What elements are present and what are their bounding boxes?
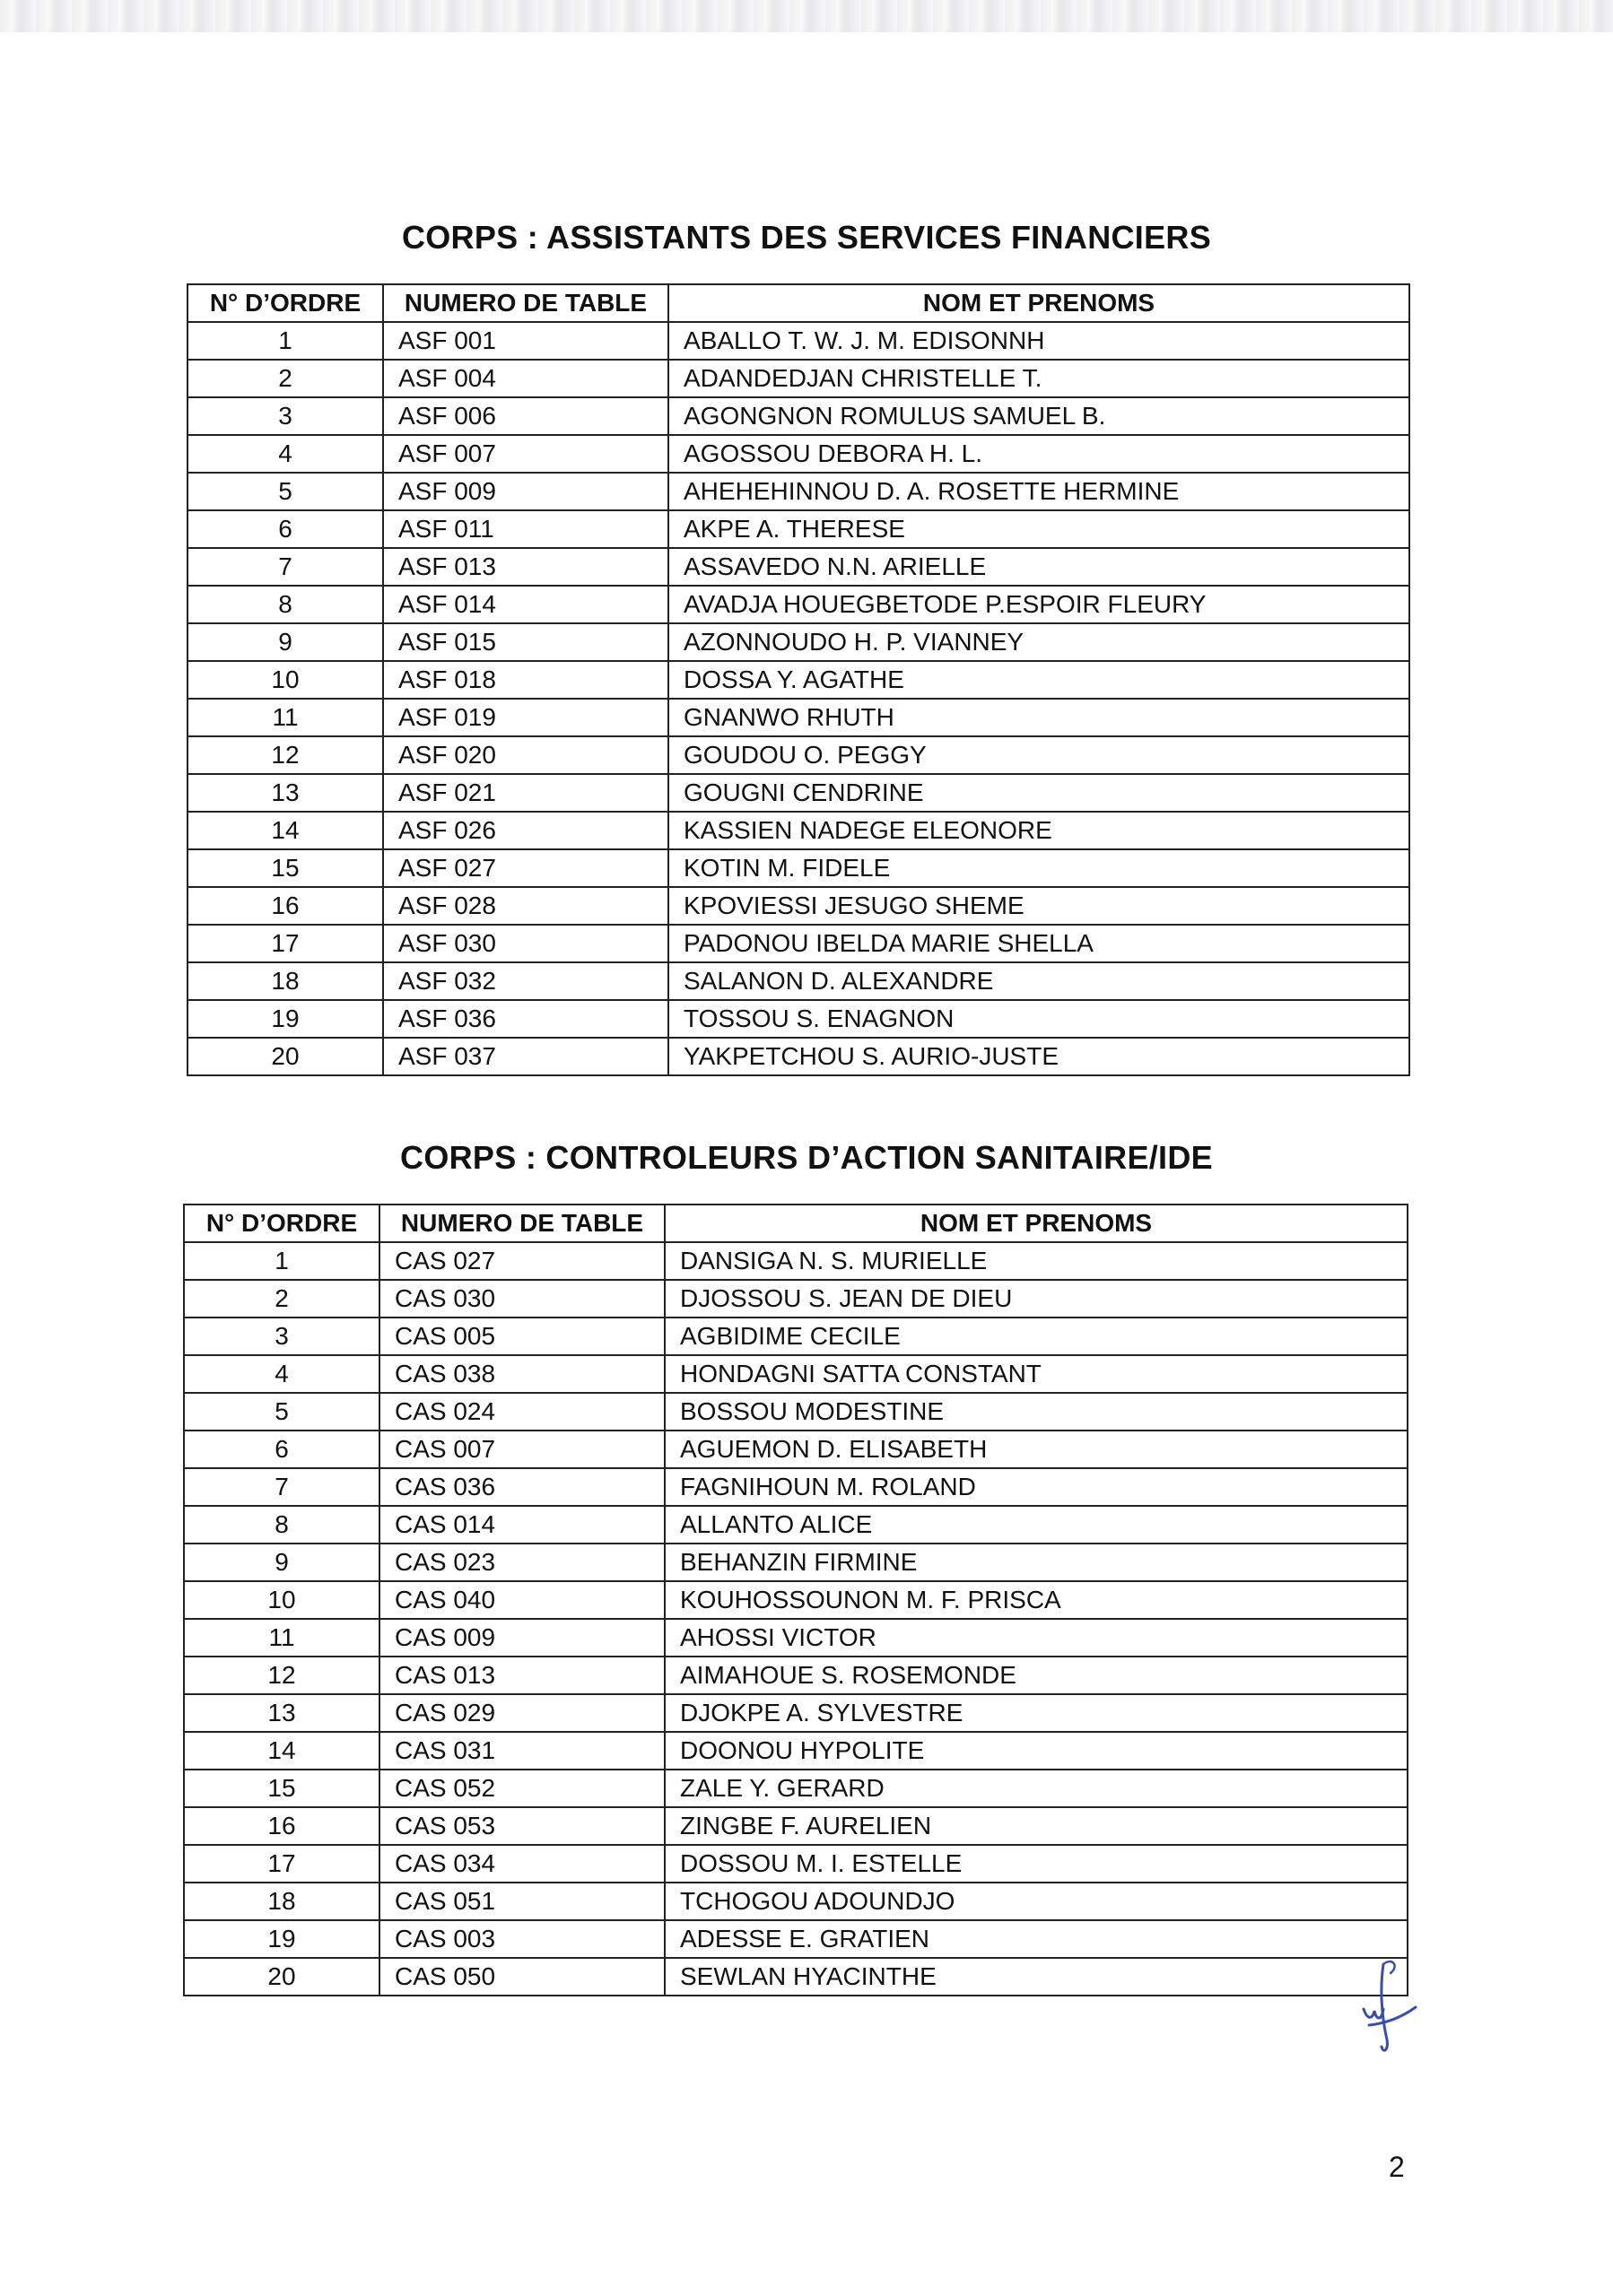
name-cell: GOUDOU O. PEGGY	[668, 736, 1409, 774]
name-cell: DJOSSOU S. JEAN DE DIEU	[665, 1280, 1408, 1318]
table-number-cell: ASF 001	[383, 322, 668, 360]
order-cell: 20	[187, 1038, 383, 1075]
table-row	[187, 473, 1409, 510]
table-number-cell: ASF 020	[383, 736, 668, 774]
name-cell: AGONGNON ROMULUS SAMUEL B.	[668, 397, 1409, 435]
name-cell: BEHANZIN FIRMINE	[665, 1544, 1408, 1581]
table-row	[187, 699, 1409, 736]
table-number-cell: ASF 036	[383, 1000, 668, 1038]
name-cell: AIMAHOUE S. ROSEMONDE	[665, 1657, 1408, 1694]
order-cell: 19	[187, 1000, 383, 1038]
table-row	[184, 1318, 1408, 1355]
table-number-cell: ASF 026	[383, 812, 668, 849]
table-row	[187, 623, 1409, 661]
order-cell: 5	[187, 473, 383, 510]
table-number-cell: ASF 015	[383, 623, 668, 661]
table-number-cell: ASF 019	[383, 699, 668, 736]
table-number-cell: ASF 032	[383, 962, 668, 1000]
column-header-order: N° D’ORDRE	[184, 1205, 379, 1242]
table-number-cell: CAS 031	[379, 1732, 665, 1770]
name-cell: HONDAGNI SATTA CONSTANT	[665, 1355, 1408, 1393]
name-cell: SEWLAN HYACINTHE	[665, 1958, 1408, 1996]
table-row	[184, 1770, 1408, 1807]
name-cell: AVADJA HOUEGBETODE P.ESPOIR FLEURY	[668, 586, 1409, 623]
table-row	[184, 1657, 1408, 1694]
table-row	[184, 1807, 1408, 1845]
order-cell: 10	[184, 1581, 379, 1619]
table-row	[187, 812, 1409, 849]
table-row	[187, 925, 1409, 962]
order-cell: 4	[187, 435, 383, 473]
order-cell: 4	[184, 1355, 379, 1393]
order-cell: 3	[184, 1318, 379, 1355]
order-cell: 20	[184, 1958, 379, 1996]
table-number-cell: CAS 023	[379, 1544, 665, 1581]
order-cell: 15	[184, 1770, 379, 1807]
order-cell: 19	[184, 1920, 379, 1958]
order-cell: 18	[184, 1883, 379, 1920]
table-number-cell: CAS 027	[379, 1242, 665, 1280]
table-number-cell: ASF 037	[383, 1038, 668, 1075]
name-cell: ZALE Y. GERARD	[665, 1770, 1408, 1807]
table-body-cas	[184, 1242, 1408, 1996]
table-row	[187, 510, 1409, 548]
name-cell: AHOSSI VICTOR	[665, 1619, 1408, 1657]
table-header-row	[184, 1205, 1408, 1242]
name-cell: BOSSOU MODESTINE	[665, 1393, 1408, 1431]
table-number-cell: CAS 014	[379, 1506, 665, 1544]
name-cell: AHEHEHINNOU D. A. ROSETTE HERMINE	[668, 473, 1409, 510]
column-header-name: NOM ET PRENOMS	[668, 284, 1409, 322]
order-cell: 14	[184, 1732, 379, 1770]
table-row	[187, 962, 1409, 1000]
table-row	[187, 1038, 1409, 1075]
order-cell: 8	[184, 1506, 379, 1544]
table-row	[184, 1280, 1408, 1318]
table-number-cell: ASF 021	[383, 774, 668, 812]
name-cell: AKPE A. THERESE	[668, 510, 1409, 548]
order-cell: 8	[187, 586, 383, 623]
name-cell: AGOSSOU DEBORA H. L.	[668, 435, 1409, 473]
table-row	[184, 1544, 1408, 1581]
order-cell: 11	[184, 1619, 379, 1657]
table-number-cell: CAS 038	[379, 1355, 665, 1393]
name-cell: ALLANTO ALICE	[665, 1506, 1408, 1544]
name-cell: FAGNIHOUN M. ROLAND	[665, 1468, 1408, 1506]
order-cell: 17	[187, 925, 383, 962]
order-cell: 14	[187, 812, 383, 849]
table-row	[184, 1694, 1408, 1732]
order-cell: 17	[184, 1845, 379, 1883]
table-row	[187, 548, 1409, 586]
table-number-cell: CAS 003	[379, 1920, 665, 1958]
name-cell: ASSAVEDO N.N. ARIELLE	[668, 548, 1409, 586]
order-cell: 1	[187, 322, 383, 360]
name-cell: DOSSA Y. AGATHE	[668, 661, 1409, 699]
column-header-name: NOM ET PRENOMS	[665, 1205, 1408, 1242]
order-cell: 10	[187, 661, 383, 699]
table-row	[184, 1581, 1408, 1619]
name-cell: PADONOU IBELDA MARIE SHELLA	[668, 925, 1409, 962]
name-cell: DOONOU HYPOLITE	[665, 1732, 1408, 1770]
table-row	[187, 586, 1409, 623]
table-number-cell: CAS 007	[379, 1431, 665, 1468]
name-cell: DANSIGA N. S. MURIELLE	[665, 1242, 1408, 1280]
order-cell: 3	[187, 397, 383, 435]
section-title-asf: CORPS : ASSISTANTS DES SERVICES FINANCIERS	[401, 219, 1212, 256]
table-number-cell: CAS 005	[379, 1318, 665, 1355]
table-number-cell: ASF 009	[383, 473, 668, 510]
table-row	[187, 322, 1409, 360]
table-number-cell: CAS 050	[379, 1958, 665, 1996]
name-cell: AZONNOUDO H. P. VIANNEY	[668, 623, 1409, 661]
name-cell: ADESSE E. GRATIEN	[665, 1920, 1408, 1958]
order-cell: 16	[187, 887, 383, 925]
order-cell: 16	[184, 1807, 379, 1845]
page-number: 2	[1389, 2151, 1405, 2183]
table-number-cell: CAS 034	[379, 1845, 665, 1883]
table-row	[184, 1506, 1408, 1544]
column-header-table-number: NUMERO DE TABLE	[383, 284, 668, 322]
signature-mark	[1356, 1953, 1428, 2061]
order-cell: 1	[184, 1242, 379, 1280]
order-cell: 13	[184, 1694, 379, 1732]
name-cell: SALANON D. ALEXANDRE	[668, 962, 1409, 1000]
name-cell: KPOVIESSI JESUGO SHEME	[668, 887, 1409, 925]
table-number-cell: ASF 004	[383, 360, 668, 397]
name-cell: GNANWO RHUTH	[668, 699, 1409, 736]
table-row	[184, 1732, 1408, 1770]
table-number-cell: ASF 028	[383, 887, 668, 925]
table-row	[187, 1000, 1409, 1038]
table-number-cell: ASF 013	[383, 548, 668, 586]
order-cell: 2	[184, 1280, 379, 1318]
order-cell: 9	[187, 623, 383, 661]
table-row	[184, 1883, 1408, 1920]
table-row	[187, 736, 1409, 774]
section-title-cas: CORPS : CONTROLEURS D’ACTION SANITAIRE/IDE	[400, 1139, 1213, 1176]
column-header-order: N° D’ORDRE	[187, 284, 383, 322]
name-cell: TOSSOU S. ENAGNON	[668, 1000, 1409, 1038]
table-number-cell: CAS 052	[379, 1770, 665, 1807]
table-row	[184, 1242, 1408, 1280]
table-number-cell: ASF 014	[383, 586, 668, 623]
table-row	[184, 1920, 1408, 1958]
table-row	[184, 1468, 1408, 1506]
table-number-cell: ASF 007	[383, 435, 668, 473]
table-row	[184, 1845, 1408, 1883]
order-cell: 9	[184, 1544, 379, 1581]
table-row	[187, 661, 1409, 699]
table-number-cell: CAS 040	[379, 1581, 665, 1619]
table-number-cell: ASF 030	[383, 925, 668, 962]
name-cell: YAKPETCHOU S. AURIO-JUSTE	[668, 1038, 1409, 1075]
table-number-cell: CAS 009	[379, 1619, 665, 1657]
table-number-cell: CAS 029	[379, 1694, 665, 1732]
table-number-cell: CAS 030	[379, 1280, 665, 1318]
name-cell: ADANDEDJAN CHRISTELLE T.	[668, 360, 1409, 397]
name-cell: KOTIN M. FIDELE	[668, 849, 1409, 887]
table-row	[187, 887, 1409, 925]
order-cell: 5	[184, 1393, 379, 1431]
table-number-cell: CAS 024	[379, 1393, 665, 1431]
table-body-asf	[187, 322, 1409, 1075]
table-row	[184, 1619, 1408, 1657]
order-cell: 18	[187, 962, 383, 1000]
table-row	[184, 1431, 1408, 1468]
name-cell: KASSIEN NADEGE ELEONORE	[668, 812, 1409, 849]
table-number-cell: ASF 027	[383, 849, 668, 887]
table-number-cell: CAS 036	[379, 1468, 665, 1506]
candidate-table-cas	[183, 1204, 1408, 1996]
scan-artifact-strip	[0, 0, 1613, 32]
table-number-cell: CAS 013	[379, 1657, 665, 1694]
name-cell: AGUEMON D. ELISABETH	[665, 1431, 1408, 1468]
table-number-cell: ASF 011	[383, 510, 668, 548]
table-row	[187, 849, 1409, 887]
order-cell: 15	[187, 849, 383, 887]
order-cell: 11	[187, 699, 383, 736]
name-cell: AGBIDIME CECILE	[665, 1318, 1408, 1355]
table-number-cell: ASF 018	[383, 661, 668, 699]
order-cell: 13	[187, 774, 383, 812]
name-cell: TCHOGOU ADOUNDJO	[665, 1883, 1408, 1920]
order-cell: 12	[187, 736, 383, 774]
table-row	[187, 774, 1409, 812]
name-cell: ZINGBE F. AURELIEN	[665, 1807, 1408, 1845]
order-cell: 2	[187, 360, 383, 397]
order-cell: 12	[184, 1657, 379, 1694]
order-cell: 7	[187, 548, 383, 586]
name-cell: DOSSOU M. I. ESTELLE	[665, 1845, 1408, 1883]
column-header-table-number: NUMERO DE TABLE	[379, 1205, 665, 1242]
table-row	[187, 397, 1409, 435]
table-row	[184, 1393, 1408, 1431]
table-header-row	[187, 284, 1409, 322]
table-row	[184, 1355, 1408, 1393]
table-number-cell: CAS 051	[379, 1883, 665, 1920]
order-cell: 6	[187, 510, 383, 548]
table-number-cell: CAS 053	[379, 1807, 665, 1845]
table-row	[187, 435, 1409, 473]
order-cell: 7	[184, 1468, 379, 1506]
name-cell: KOUHOSSOUNON M. F. PRISCA	[665, 1581, 1408, 1619]
table-row	[184, 1958, 1408, 1996]
name-cell: ABALLO T. W. J. M. EDISONNH	[668, 322, 1409, 360]
table-row	[187, 360, 1409, 397]
order-cell: 6	[184, 1431, 379, 1468]
table-number-cell: ASF 006	[383, 397, 668, 435]
candidate-table-asf	[187, 283, 1410, 1076]
name-cell: DJOKPE A. SYLVESTRE	[665, 1694, 1408, 1732]
name-cell: GOUGNI CENDRINE	[668, 774, 1409, 812]
